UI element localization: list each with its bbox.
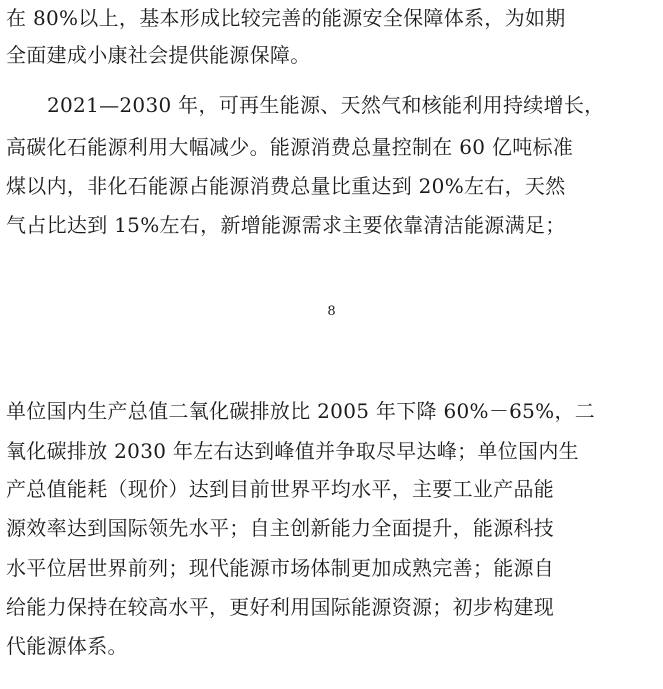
- text-line: 给能力保持在较高水平，更好利用国际能源资源；初步构建现: [6, 595, 555, 619]
- text-line: 产总值能耗（现价）达到目前世界平均水平，主要工业产品能: [6, 477, 555, 501]
- text-line: 水平位居世界前列；现代能源市场体制更加成熟完善；能源自: [6, 556, 555, 580]
- text-line: 氧化碳排放 2030 年左右达到峰值并争取尽早达峰；单位国内生: [6, 439, 579, 463]
- text-line: 煤以内，非化石能源占能源消费总量比重达到 20%左右，天然: [6, 174, 566, 198]
- text-line: 全面建成小康社会提供能源保障。: [6, 43, 311, 67]
- text-line: 源效率达到国际领先水平；自主创新能力全面提升，能源科技: [6, 516, 555, 540]
- text-line: 高碳化石能源利用大幅减少。能源消费总量控制在 60 亿吨标准: [6, 135, 574, 159]
- text-line: 在 80%以上，基本形成比较完善的能源安全保障体系，为如期: [6, 6, 566, 30]
- text-line: 代能源体系。: [6, 634, 128, 658]
- paragraph-first-line: 2021—2030 年，可再生能源、天然气和核能利用持续增长，: [47, 93, 605, 117]
- page-number: 8: [327, 304, 336, 319]
- text-line: 单位国内生产总值二氧化碳排放比 2005 年下降 60%－65%，二: [6, 399, 596, 423]
- text-line: 气占比达到 15%左右，新增能源需求主要依靠清洁能源满足；: [6, 213, 566, 237]
